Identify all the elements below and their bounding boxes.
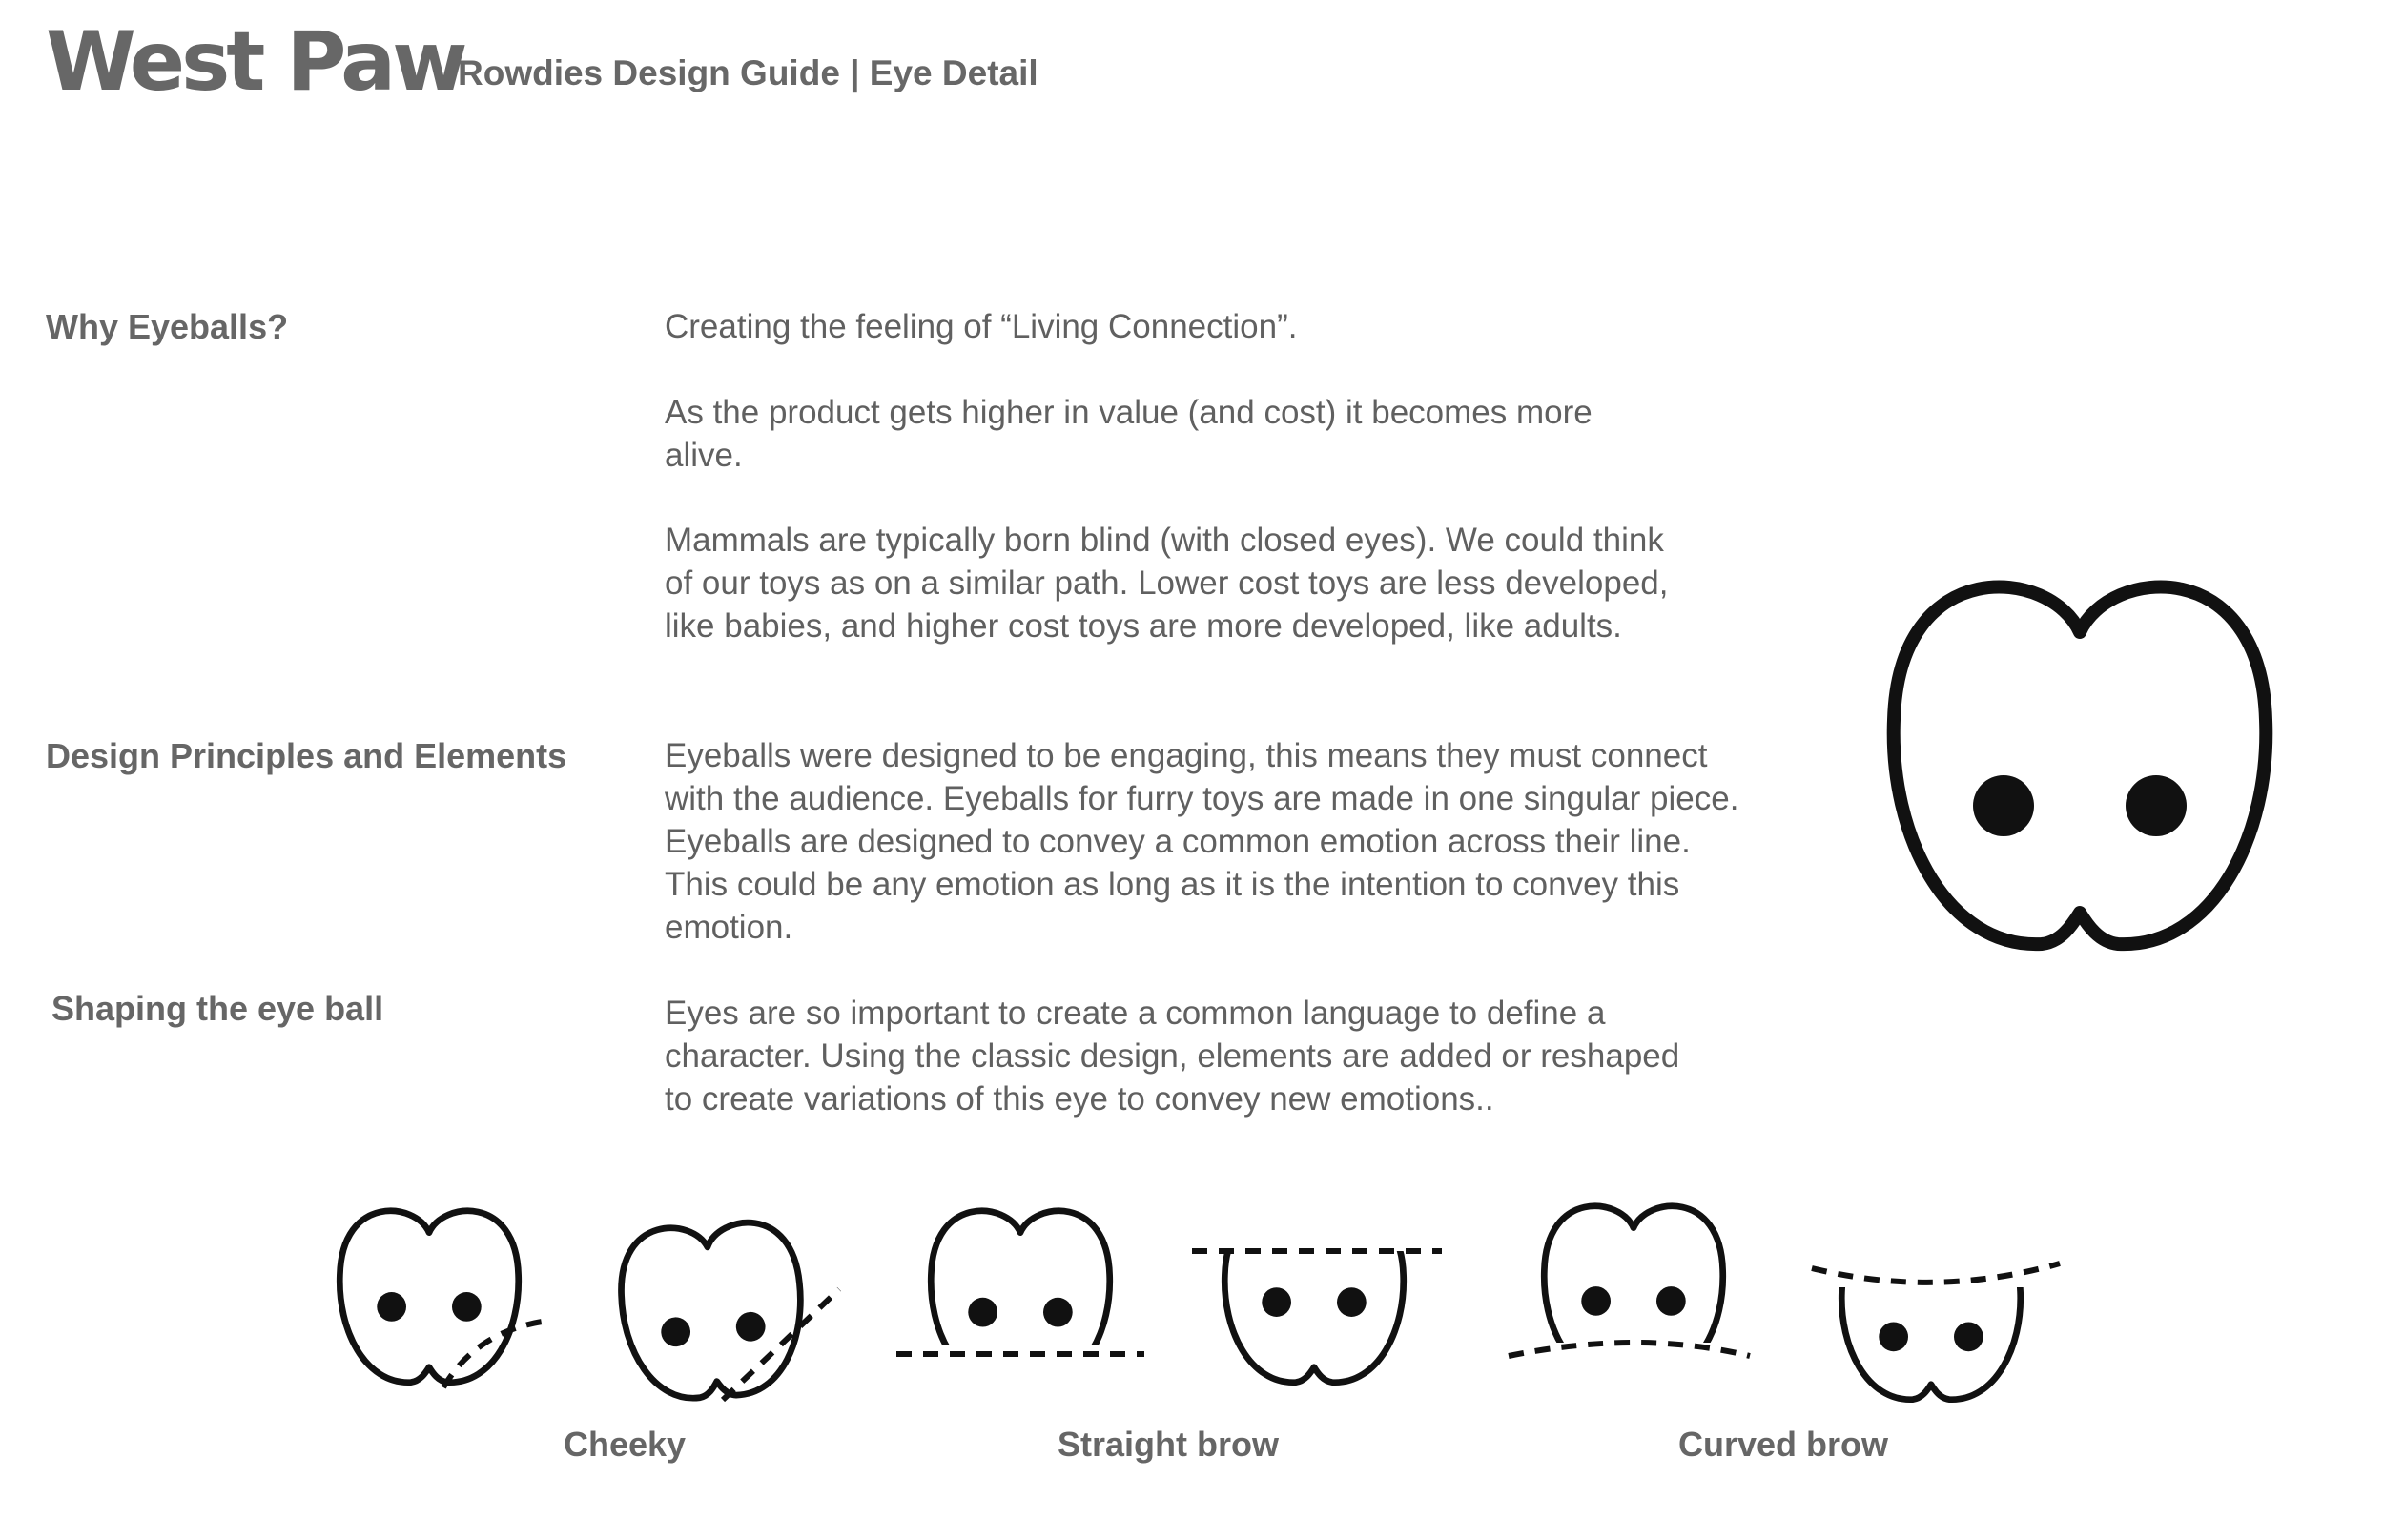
shaping-paragraph: Eyes are so important to create a common language to define a character. Using the classic design, elements are added or reshaped to create variations of this eye to convey new emotions.. <box>665 995 1680 1118</box>
cheeky-eyes-icon <box>339 1211 518 1383</box>
section-label-design-principles: Design Principles and Elements <box>46 736 567 775</box>
cheeky-eyes-icon <box>617 1220 808 1403</box>
why-paragraph-2: As the product gets higher in value (and cost) it becomes more alive. <box>665 394 1593 474</box>
caption-curved-brow: Curved brow <box>1677 1425 1889 1464</box>
section-label-shaping: Shaping the eye ball <box>51 989 384 1028</box>
caption-straight-brow: Straight brow <box>1058 1425 1279 1464</box>
eyes-icon <box>1894 587 2267 945</box>
section-label-why-eyeballs: Why Eyeballs? <box>46 307 289 346</box>
page-title: Rowdies Design Guide | Eye Detail <box>458 53 1038 92</box>
curved-brow-eyes-icon <box>1841 1228 2020 1400</box>
straight-brow-eyes-icon <box>1224 1211 1403 1383</box>
principles-paragraph: Eyeballs were designed to be engaging, this means they must connect with the audience. Eyeballs for furry toys are made in one singular piece. Eyeballs are designed to convey a common emotion across their line. This could be any emotion as long as it is the intention to convey this emotion. <box>665 737 1739 946</box>
caption-cheeky: Cheeky <box>563 1425 687 1464</box>
why-paragraph-1: Creating the feeling of “Living Connection”. <box>665 308 1298 345</box>
curved-brow-eyes-icon <box>1544 1206 1722 1378</box>
why-paragraph-3: Mammals are typically born blind (with closed eyes). We could think of our toys as on a similar path. Lower cost toys are less developed, like babies, and higher cost toys are more developed, like adults. <box>665 522 1669 645</box>
west-paw-logo: West Paw <box>46 14 464 110</box>
straight-brow-eyes-icon <box>931 1211 1109 1383</box>
